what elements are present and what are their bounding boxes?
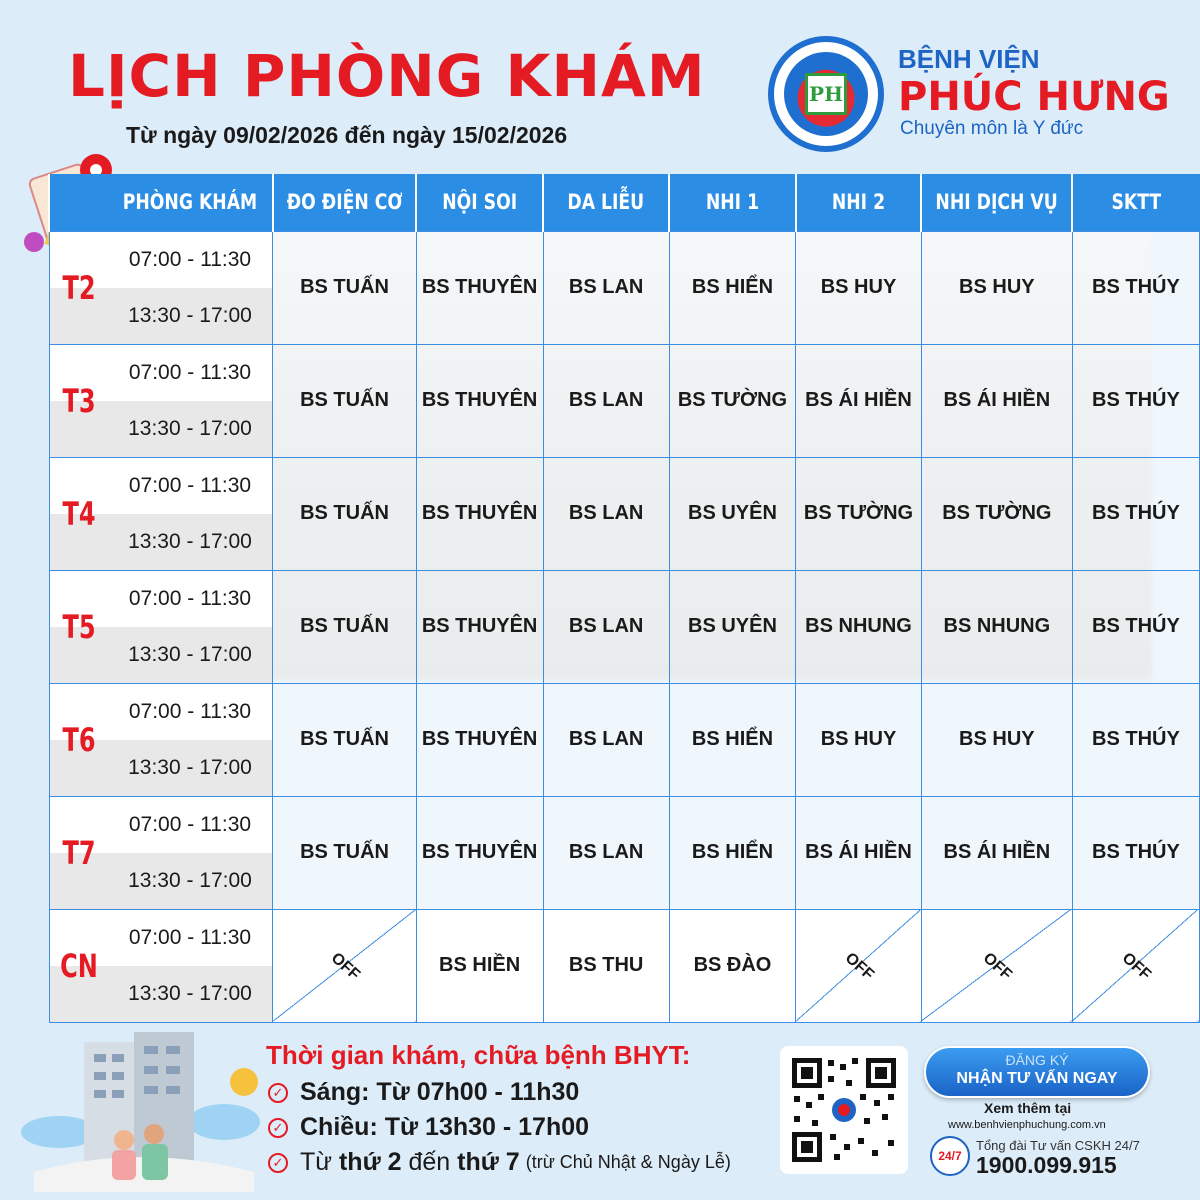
working-days: ✓ Từ thứ 2 đến thứ 7 (trừ Chủ Nhật & Ngày Lễ): [268, 1148, 731, 1177]
doctor-cell: BS ĐÀO: [669, 909, 796, 1022]
day-label: T4: [61, 494, 96, 533]
doctor-cell: BS HIỂN: [669, 231, 796, 344]
morning-time: 07:00 - 11:30: [108, 232, 273, 288]
brand-line-2: PHÚC HƯNG: [898, 74, 1170, 120]
doctor-cell: BS UYÊN: [669, 570, 796, 683]
hospital-logo: [768, 36, 884, 152]
doctor-cell: BS ÁI HIỀN: [921, 344, 1072, 457]
doctor-cell: BS NHUNG: [796, 570, 922, 683]
doctor-cell: BS THÚY: [1072, 683, 1199, 796]
doctor-cell: BS THÚY: [1072, 457, 1199, 570]
col-header-dermatology: DA LIỄU: [543, 174, 669, 231]
doctor-cell: BS TUẤN: [273, 231, 416, 344]
morning-time: 07:00 - 11:30: [108, 571, 273, 627]
morning-hours-text: Sáng: Từ 07h00 - 11h30: [300, 1078, 580, 1106]
doctor-cell: BS THUYÊN: [416, 683, 543, 796]
doctor-cell: BS TUẤN: [273, 796, 416, 909]
afternoon-time: 13:30 - 17:00: [108, 853, 273, 909]
day-cell: [49, 344, 273, 457]
morning-hours: [268, 1078, 579, 1107]
doctor-cell: BS THUYÊN: [416, 796, 543, 909]
doctor-cell: BS TUẤN: [273, 344, 416, 457]
day-cell: [49, 909, 273, 1022]
day-cell: [49, 796, 273, 909]
morning-time: 07:00 - 11:30: [108, 684, 273, 740]
doctor-cell: BS ÁI HIỀN: [796, 344, 922, 457]
col-header-pediatrics-1: NHI 1: [669, 174, 796, 231]
day-cell: [49, 231, 273, 344]
doctor-cell: BS LAN: [543, 344, 669, 457]
doctor-cell: BS UYÊN: [669, 457, 796, 570]
check-icon: ✓: [268, 1118, 288, 1138]
morning-time: 07:00 - 11:30: [108, 345, 273, 401]
hotline-number[interactable]: 1900.099.915: [976, 1152, 1117, 1178]
doctor-cell: BS TƯỜNG: [921, 457, 1072, 570]
doctor-cell: BS THÚY: [1072, 344, 1199, 457]
off-cell: OFF: [273, 909, 416, 1022]
doctor-cell: BS THÚY: [1072, 796, 1199, 909]
doctor-cell: BS THUYÊN: [416, 231, 543, 344]
doctor-cell: BS THUYÊN: [416, 570, 543, 683]
doctor-cell: BS HIỂN: [669, 796, 796, 909]
col-header-pediatrics-service: NHI DỊCH VỤ: [921, 174, 1072, 231]
doctor-cell: BS TUẤN: [273, 570, 416, 683]
day-label: T3: [61, 381, 96, 420]
doctor-cell: BS TƯỜNG: [796, 457, 922, 570]
table-row: [49, 909, 1200, 1022]
doctor-cell: BS LAN: [543, 457, 669, 570]
table-row: [49, 231, 1200, 344]
table-row: [49, 796, 1200, 909]
doctor-cell: BS THÚY: [1072, 231, 1199, 344]
off-cell: OFF: [1072, 909, 1199, 1022]
morning-time: 07:00 - 11:30: [108, 458, 273, 514]
afternoon-time: 13:30 - 17:00: [108, 401, 273, 457]
afternoon-hours: [268, 1113, 589, 1142]
doctor-cell: BS LAN: [543, 796, 669, 909]
doctor-cell: BS THUYÊN: [416, 344, 543, 457]
website-link[interactable]: www.benhvienphuchung.com.vn: [948, 1119, 1106, 1131]
day-label: T7: [61, 833, 96, 872]
morning-time: 07:00 - 11:30: [108, 910, 273, 966]
doctor-cell: BS TUẤN: [273, 683, 416, 796]
afternoon-time: 13:30 - 17:00: [108, 627, 273, 683]
logo-heart-icon: [784, 52, 868, 136]
doctor-cell: BS LAN: [543, 231, 669, 344]
check-icon: ✓: [268, 1083, 288, 1103]
doctor-cell: BS THÚY: [1072, 570, 1199, 683]
doctor-cell: BS THUYÊN: [416, 457, 543, 570]
doctor-cell: BS THU: [543, 909, 669, 1022]
afternoon-time: 13:30 - 17:00: [108, 288, 273, 344]
day-label: T5: [61, 607, 96, 646]
brand-line-1: BỆNH VIỆN: [898, 44, 1040, 74]
doctor-cell: BS ÁI HIỀN: [796, 796, 922, 909]
doctor-cell: BS HUY: [796, 683, 922, 796]
afternoon-time: 13:30 - 17:00: [108, 740, 273, 796]
col-header-endoscopy: NỘI SOI: [416, 174, 543, 231]
doctor-cell: BS LAN: [543, 570, 669, 683]
day-label: T6: [61, 720, 96, 759]
date-range: Từ ngày 09/02/2026 đến ngày 15/02/2026: [126, 122, 568, 148]
afternoon-hours-text: Chiều: Từ 13h30 - 17h00: [300, 1113, 590, 1141]
hotline-label: Tổng đài Tư vấn CSKH 24/7: [976, 1138, 1140, 1153]
col-header-mental-health: SKTT: [1072, 174, 1199, 231]
day-label: T2: [61, 268, 96, 307]
afternoon-time: 13:30 - 17:00: [108, 966, 273, 1022]
register-consult-button[interactable]: ĐĂNG KÝ NHẬN TƯ VẤN NGAY: [924, 1046, 1150, 1098]
doctor-cell: BS LAN: [543, 683, 669, 796]
day-cell: [49, 683, 273, 796]
doctor-cell: BS HUY: [921, 231, 1072, 344]
day-cell: [49, 457, 273, 570]
page-title: LỊCH PHÒNG KHÁM: [68, 42, 706, 110]
brand-slogan: Chuyên môn là Y đức: [900, 118, 1084, 139]
logo-mark: PH: [805, 73, 847, 115]
bhyt-title: Thời gian khám, chữa bệnh BHYT:: [266, 1040, 691, 1070]
schedule-table: [48, 174, 1200, 1023]
off-cell: OFF: [796, 909, 922, 1022]
table-row: [49, 457, 1200, 570]
hotline-badge-icon: 24/7: [930, 1136, 970, 1176]
doctor-cell: BS ÁI HIỀN: [921, 796, 1072, 909]
working-days-note: (trừ Chủ Nhật & Ngày Lễ): [525, 1152, 731, 1172]
doctor-cell: BS HIỀN: [416, 909, 543, 1022]
col-header-emg: ĐO ĐIỆN CƠ: [273, 174, 416, 231]
doctor-cell: BS HUY: [796, 231, 922, 344]
col-header-pediatrics-2: NHI 2: [796, 174, 922, 231]
see-more-label: Xem thêm tại: [984, 1100, 1072, 1116]
morning-time: 07:00 - 11:30: [108, 797, 273, 853]
table-row: [49, 344, 1200, 457]
check-icon: ✓: [268, 1153, 288, 1173]
table-row: [49, 683, 1200, 796]
afternoon-time: 13:30 - 17:00: [108, 514, 273, 570]
day-label: CN: [59, 946, 98, 985]
table-row: [49, 570, 1200, 683]
hospital-building-illustration: [14, 1022, 264, 1192]
doctor-cell: BS TUẤN: [273, 457, 416, 570]
doctor-cell: BS NHUNG: [921, 570, 1072, 683]
doctor-cell: BS HUY: [921, 683, 1072, 796]
doctor-cell: BS TƯỜNG: [669, 344, 796, 457]
col-header-room: PHÒNG KHÁM: [49, 174, 273, 231]
day-cell: [49, 570, 273, 683]
table-header-row: [49, 174, 1200, 231]
qr-code[interactable]: [780, 1046, 908, 1174]
off-cell: OFF: [921, 909, 1072, 1022]
doctor-cell: BS HIỂN: [669, 683, 796, 796]
